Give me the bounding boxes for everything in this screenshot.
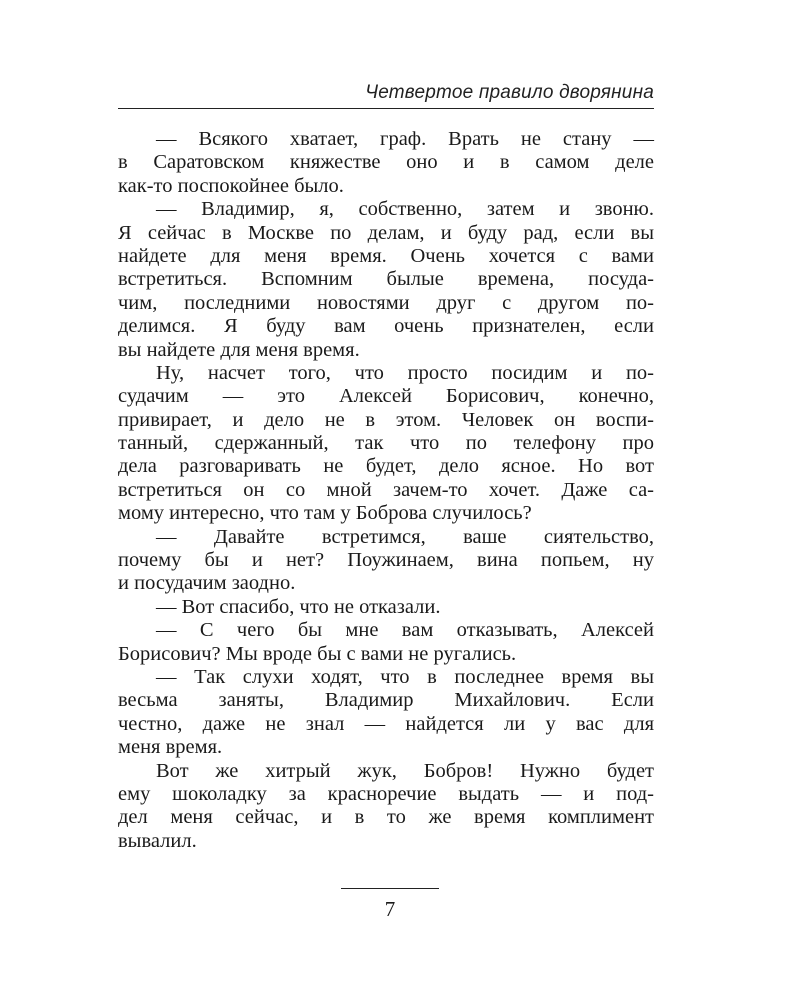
text-line: в Саратовском княжестве оно и в самом деле — [118, 151, 654, 174]
text-line: привирает, и дело не в этом. Человек он воспи- — [118, 408, 654, 431]
text-line: — Владимир, я, собственно, затем и звоню. — [156, 198, 654, 221]
text-line: — С чего бы мне вам отказывать, Алексей — [156, 619, 654, 642]
footer-rule — [341, 888, 439, 889]
running-title: Четвертое правило дворянина — [365, 82, 654, 103]
text-line: Борисович? Мы вроде бы с вами не ругались. — [118, 642, 517, 665]
text-line: — Всякого хватает, граф. Врать не стану — — [156, 128, 654, 150]
text-line: танный, сдержанный, так что по телефону про — [118, 432, 654, 455]
text-line: судачим — это Алексей Борисович, конечно, — [118, 385, 654, 408]
page-number: 7 — [384, 897, 396, 921]
text-line: Я сейчас в Москве по делам, и буду рад, если вы — [118, 221, 654, 244]
text-line: Вот же хитрый жук, Бобров! Нужно будет — [156, 759, 654, 782]
running-header — [118, 74, 654, 109]
text-line: — Вот спасибо, что не отказали. — [156, 595, 441, 618]
text-line: ему шоколадку за красноречие выдать — и под- — [118, 782, 654, 805]
text-line: как-то поспокойнее было. — [118, 174, 344, 197]
text-line: почему бы и нет? Поужинаем, вина попьем, ну — [118, 549, 654, 572]
text-line: дела разговаривать не будет, дело ясное. Но вот — [118, 455, 654, 478]
text-line: честно, даже не знал — найдется ли у вас для — [118, 712, 654, 735]
text-line: встретиться он со мной зачем-то хочет. Даже са- — [118, 478, 654, 501]
text-line: найдете для меня время. Очень хочется с вами — [118, 244, 654, 267]
text-line: вы найдете для меня время. — [118, 338, 360, 361]
text-line: — Давайте встретимся, ваше сиятельство, — [156, 525, 654, 548]
text-line: меня время. — [118, 736, 223, 759]
text-line: делимся. Я буду вам очень признателен, если — [118, 315, 654, 338]
text-line: и посудачим заодно. — [118, 572, 296, 595]
text-line: весьма заняты, Владимир Михайлович. Если — [118, 689, 654, 712]
body-text — [118, 128, 654, 853]
text-line: чим, последними новостями друг с другом по- — [118, 291, 654, 314]
text-line: мому интересно, что там у Боброва случилось? — [118, 502, 532, 525]
text-line: встретиться. Вспомним былые времена, посуда- — [118, 268, 654, 291]
text-line: Ну, насчет того, что просто посидим и по- — [156, 361, 654, 384]
text-line: дел меня сейчас, и в то же время комплимент — [118, 806, 654, 829]
text-line: — Так слухи ходят, что в последнее время вы — [156, 665, 654, 688]
text-line: вывалил. — [118, 829, 197, 852]
